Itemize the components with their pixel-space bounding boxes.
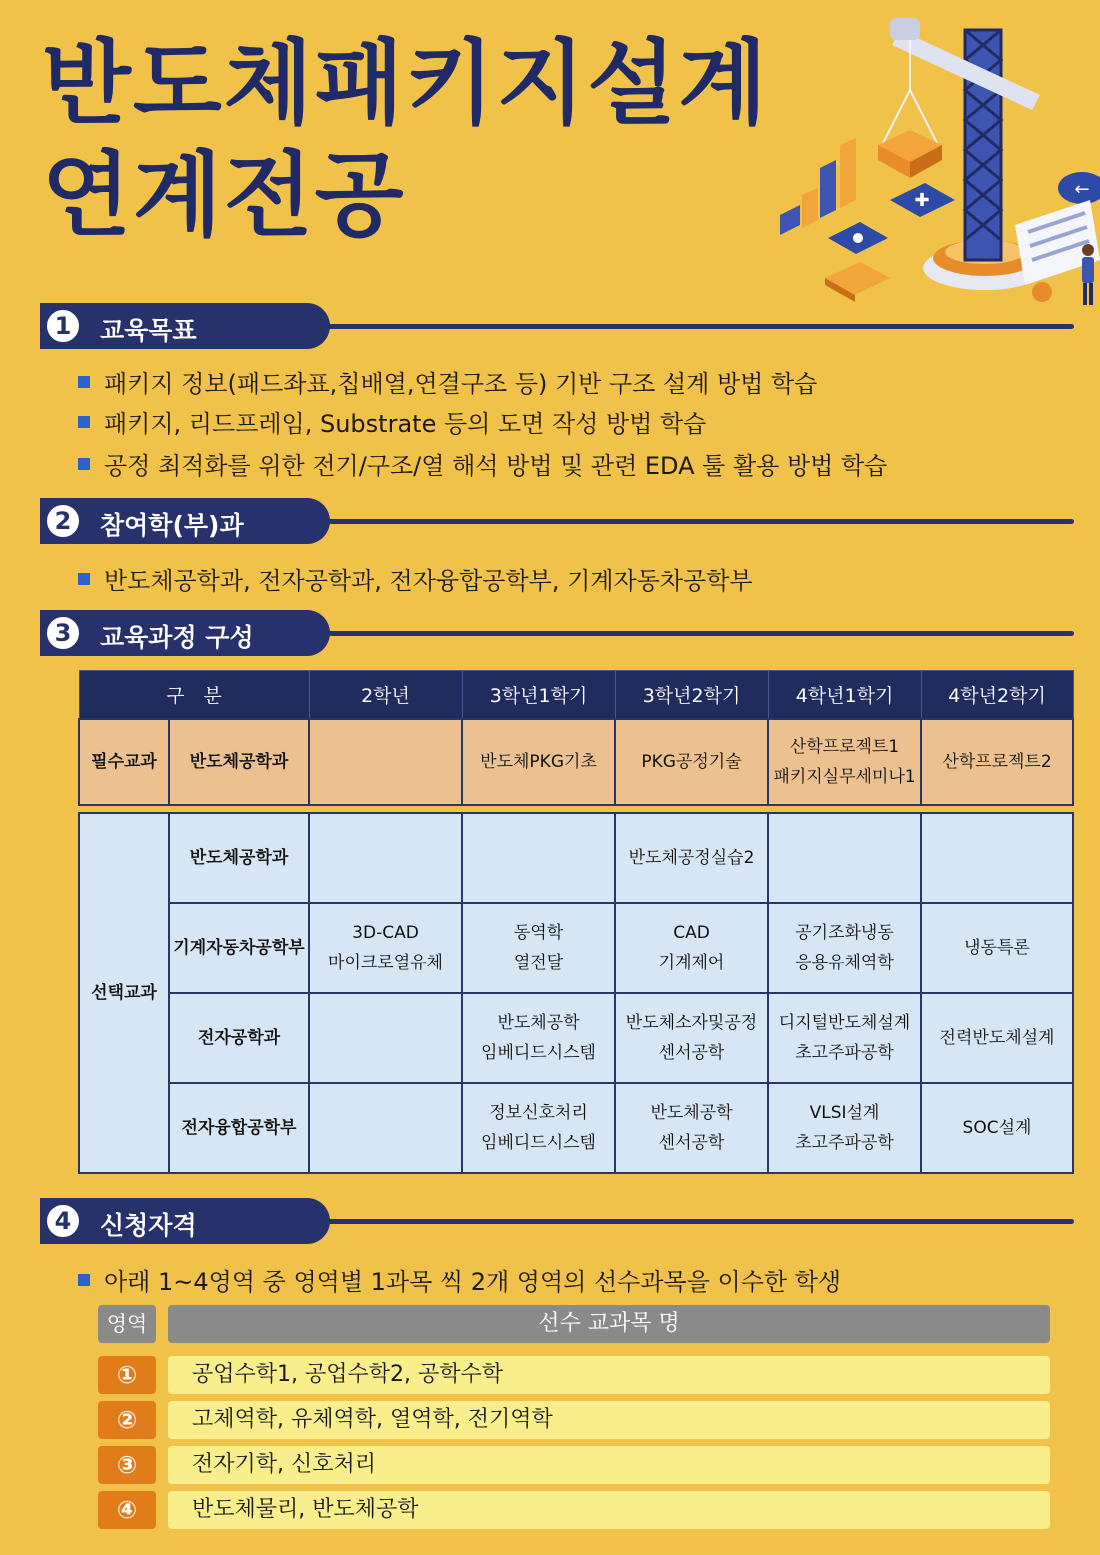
section-1-header <box>40 303 1080 349</box>
course-cell <box>309 813 462 903</box>
title-line-1: 반도체패키지설계 <box>42 30 769 137</box>
svg-text:←: ← <box>1074 179 1090 200</box>
course-cell: 3D-CAD 마이크로열유체 <box>309 903 462 993</box>
course-cell: 정보신호처리 임베디드시스템 <box>462 1083 615 1173</box>
prerequisite-header-row <box>98 1305 1050 1343</box>
section-title: 교육목표 <box>100 316 197 345</box>
course-cell: 반도체소자및공정 센서공학 <box>615 993 768 1083</box>
bullet-item: 패키지 정보(패드좌표,칩배열,연결구조 등) 기반 구조 설계 방법 학습 <box>78 364 817 399</box>
section-title: 교육과정 구성 <box>100 623 254 652</box>
area-badge: ③ <box>98 1446 156 1484</box>
table-header-row <box>79 671 1073 720</box>
subjects-value: 공업수학1, 공업수학2, 공학수학 <box>168 1356 1050 1394</box>
bullet-item: 패키지, 리드프레임, Substrate 등의 도면 작성 방법 학습 <box>78 404 706 439</box>
area-badge: ④ <box>98 1491 156 1529</box>
section-number: 2 <box>44 502 82 540</box>
title-line-2: 연계전공 <box>42 142 406 249</box>
person-icon <box>1082 244 1094 305</box>
row-category: 필수교과 <box>79 719 169 805</box>
row-dept: 전자공학과 <box>169 993 309 1083</box>
prerequisite-row <box>98 1491 1050 1529</box>
back-arrow-icon <box>1058 172 1100 204</box>
course-cell: 반도체공학 임베디드시스템 <box>462 993 615 1083</box>
elective-row <box>79 1083 1073 1173</box>
section-number: 4 <box>44 1202 82 1240</box>
plus-tile-icon <box>890 183 955 217</box>
course-cell <box>309 719 462 805</box>
subjects-header: 선수 교과목 명 <box>168 1305 1050 1343</box>
subjects-value: 반도체물리, 반도체공학 <box>168 1491 1050 1529</box>
svg-text:✚: ✚ <box>914 190 930 211</box>
bullet-square-icon <box>78 458 90 470</box>
course-cell <box>309 1083 462 1173</box>
area-badge: ① <box>98 1356 156 1394</box>
course-cell: 반도체공정실습2 <box>615 813 768 903</box>
section-divider <box>310 1219 1074 1224</box>
course-cell: PKG공정기술 <box>615 719 768 805</box>
course-cell <box>921 813 1073 903</box>
course-cell <box>462 813 615 903</box>
course-cell: VLSI설계 초고주파공학 <box>768 1083 921 1173</box>
row-dept: 기계자동차공학부 <box>169 903 309 993</box>
required-row <box>79 719 1073 805</box>
row-dept: 반도체공학과 <box>169 719 309 805</box>
section-divider <box>310 519 1074 524</box>
section-number: 3 <box>44 614 82 652</box>
chart-tile-icon <box>825 262 890 302</box>
share-tile-icon <box>828 222 888 254</box>
bullet-square-icon <box>78 1274 90 1286</box>
header-cell: 3학년1학기 <box>462 671 615 720</box>
header-cell: 4학년2학기 <box>921 671 1073 720</box>
course-cell: 반도체공학 센서공학 <box>615 1083 768 1173</box>
row-dept: 전자융합공학부 <box>169 1083 309 1173</box>
course-cell: 디지털반도체설계 초고주파공학 <box>768 993 921 1083</box>
course-cell: 반도체PKG기초 <box>462 719 615 805</box>
section-4-header <box>40 1198 1080 1244</box>
header-cell: 3학년2학기 <box>615 671 768 720</box>
section-title: 참여학(부)과 <box>100 511 244 540</box>
course-cell: 산학프로젝트1 패키지실무세미나1 <box>768 719 921 805</box>
course-cell <box>768 813 921 903</box>
header-cell: 2학년 <box>309 671 462 720</box>
header-cell: 4학년1학기 <box>768 671 921 720</box>
prerequisite-row <box>98 1401 1050 1439</box>
bullet-item: 공정 최적화를 위한 전기/구조/열 해석 방법 및 관련 EDA 툴 활용 방법 학습 <box>78 446 887 481</box>
course-cell: 산학프로젝트2 <box>921 719 1073 805</box>
course-cell: 동역학 열전달 <box>462 903 615 993</box>
elective-row <box>79 813 1073 903</box>
gear-icon <box>1032 282 1052 302</box>
subjects-value: 전자기학, 신호처리 <box>168 1446 1050 1484</box>
section-2-header <box>40 498 1080 544</box>
prerequisite-row <box>98 1356 1050 1394</box>
section-number: 1 <box>44 307 82 345</box>
subjects-value: 고체역학, 유체역학, 열역학, 전기역학 <box>168 1401 1050 1439</box>
course-cell: 공기조화냉동 응용유체역학 <box>768 903 921 993</box>
bullet-item: 아래 1~4영역 중 영역별 1과목 씩 2개 영역의 선수과목을 이수한 학생 <box>78 1262 841 1297</box>
course-cell <box>309 993 462 1083</box>
section-3-header <box>40 610 1080 656</box>
course-cell: SOC설계 <box>921 1083 1073 1173</box>
curriculum-table <box>78 670 1074 1174</box>
row-dept: 반도체공학과 <box>169 813 309 903</box>
prerequisite-row <box>98 1446 1050 1484</box>
area-header: 영역 <box>98 1305 156 1343</box>
bullet-item: 반도체공학과, 전자공학과, 전자융합공학부, 기계자동차공학부 <box>78 561 753 596</box>
bar-chart-icon <box>780 138 856 235</box>
course-cell: CAD 기계제어 <box>615 903 768 993</box>
section-title: 신청자격 <box>100 1211 197 1240</box>
section-divider <box>310 631 1074 636</box>
bullet-square-icon <box>78 376 90 388</box>
elective-row <box>79 993 1073 1083</box>
bullet-square-icon <box>78 416 90 428</box>
crane-illustration <box>770 10 1100 330</box>
area-badge: ② <box>98 1401 156 1439</box>
section-divider <box>310 324 1074 329</box>
bullet-square-icon <box>78 573 90 585</box>
course-cell: 냉동특론 <box>921 903 1073 993</box>
course-cell: 전력반도체설계 <box>921 993 1073 1083</box>
row-category: 선택교과 <box>79 813 169 1173</box>
elective-row <box>79 903 1073 993</box>
header-category: 구 분 <box>79 671 309 720</box>
